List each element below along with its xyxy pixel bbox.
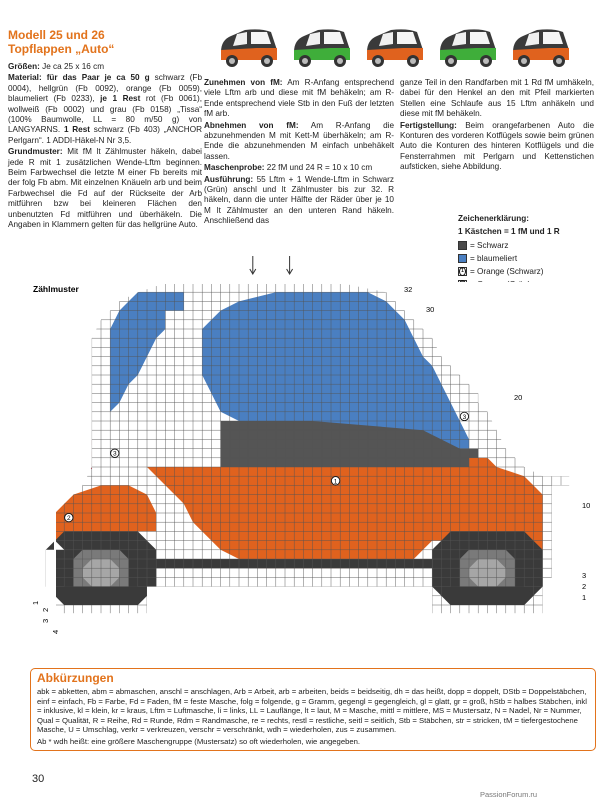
col-label: 1 <box>31 600 40 605</box>
row-label: 10 <box>582 501 591 510</box>
row-label: 3 <box>582 571 587 580</box>
legend-label: = Schwarz <box>470 241 509 250</box>
circle-marker-number: 2 <box>66 515 71 523</box>
material-text-3: schwarz (Fb 403) „ANCHOR Perlgarn“. 1 ADDI-Häkel-N Nr 3,5. <box>8 125 202 145</box>
hub-icon <box>302 58 308 64</box>
zunehmen-label: Zunehmen von fM: <box>204 78 283 87</box>
wheel-rear-bottom <box>55 587 147 605</box>
col-label: 2 <box>41 607 50 612</box>
abbreviations-box <box>30 668 596 751</box>
wheel-front-bottom <box>441 587 533 605</box>
text-column-3 <box>400 78 594 174</box>
car-thumbnail <box>440 29 496 67</box>
hub-icon <box>229 58 235 64</box>
hub-icon <box>264 58 270 64</box>
chart-label: Zählmuster <box>33 284 79 294</box>
material-label: Material: für das Paar je ca 50 g <box>8 73 150 83</box>
title-line-1: Modell 25 und 26 <box>8 28 105 42</box>
zunehmen-text: Am R-Anfang entsprechend viele Lftm arb und diese mit fM behäkeln; am R-Ende entsprechend viele Stb in den Fuß der letzten fM arb. <box>204 78 395 119</box>
footer-watermark: PassionForum.ru <box>480 790 538 799</box>
hub-icon <box>483 58 489 64</box>
abbreviations-title: Abkürzungen <box>37 671 114 685</box>
material-label-2: je 1 Rest <box>94 94 141 104</box>
hub-icon <box>410 58 416 64</box>
material-label-3: 1 Rest <box>60 125 91 135</box>
material-text-2: rot (Fb 0061), wollweiß (Fb 0002) und grau (Fb 0158) „Tissa“ (100% Baumwolle, LL = 80 m/50 g) von LANGYARNS. <box>8 94 202 135</box>
maschenprobe-text: 22 fM und 24 R = 10 x 10 cm <box>264 163 373 173</box>
abnehmen-text: Am R-Anfang die abzunehmenden M mit Kett-M überhäkeln; am R-Ende die abzunehmenden M einfach unbehäkelt lassen. <box>204 120 394 161</box>
crochet-chart <box>0 240 600 660</box>
circle-marker-number: 3 <box>462 413 467 421</box>
circle-marker-number: 3 <box>112 450 117 458</box>
fertigstellung-label: Fertigstellung: <box>400 120 457 130</box>
hub-icon <box>448 58 454 64</box>
row-label: 1 <box>582 593 587 602</box>
maschenprobe-label: Maschenprobe: <box>204 163 265 173</box>
text-column-2 <box>204 78 394 228</box>
page-number: 30 <box>32 773 45 785</box>
legend-title: Zeichenerklärung: <box>458 214 529 223</box>
circle-marker-number: 1 <box>333 478 338 486</box>
grundmuster-label: Grundmuster: <box>8 147 63 157</box>
material-text: schwarz (Fb 0004), hellgrün (Fb 0092), orange (Fb 0059), blaumeliert (Fb 0233), <box>8 73 202 104</box>
abnehmen-label: Abnehmen von fM: <box>204 120 299 130</box>
row-label: 30 <box>426 305 435 314</box>
row-label: 20 <box>514 393 523 402</box>
legend-label: = Orange (Schwarz) <box>470 267 544 276</box>
continuation-text: ganze Teil in den Randfarben mit 1 Rd fM umhäkeln, dabei für den Henkel an den mit Pfeil markierten Stellen eine Schlaufe aus 15 Lftm anhäkeln und diese mit fM behäkeln. <box>400 78 594 119</box>
col-label: 3 <box>41 618 50 623</box>
hub-icon <box>521 58 527 64</box>
ausfuehrung-label: Ausführung: <box>204 174 254 184</box>
text-column-1 <box>8 62 202 232</box>
hub-icon <box>375 58 381 64</box>
groessen-text: Je ca 25 x 16 cm <box>39 62 105 71</box>
chart-background <box>46 550 55 614</box>
car-thumbnail <box>513 29 569 67</box>
hub-icon <box>556 58 562 64</box>
legend-subtitle: 1 Kästchen = 1 fM und 1 R <box>458 227 560 236</box>
abbreviations-text: abk = abketten, abm = abmaschen, anschl = anschlagen, Arb = Arbeit, arb = arbeiten, beids = beidseitig, dh = das heißt, dopp = doppelt, DStb = Doppelstäbchen, einf = einfach, Fb = Farbe, Fd = Faden, fM = feste Masche, folg = folgende, g = Gramm, gegengl = gegengleich, gl = glatt, gr = groß, hStb = halbes Stäbchen, inkl = inklusive, kl = klein, kr = kraus, Lftm = Luftmasche, li = links, LL = Lauflänge, lt = laut, M = Masche, mittl = mittlere, MS = Mustersatz, N = Nadel, Nr = Nummer, Qual = Qualität, R = Reihe, Rd = Runde, Rdm = Randmasche, re = rechts, restl = restliche, seitl = seitlich, Stb = Stäbchen, str = stricken, tM = tiefergestochene Masche, U = Umschlag, verkr = verkreuzen, verschr = verschränkt, wdh = wiederholen, zus = zusammen. <box>37 687 587 735</box>
abbreviations-footnote: Ab * wdh heißt: eine größere Maschengruppe (Mustersatz) so oft wiederholen, wie angegeben. <box>37 736 361 746</box>
legend-label: = blaumeliert <box>470 254 518 263</box>
car-thumbnails <box>215 22 600 72</box>
title-line-2: Topflappen „Auto“ <box>8 42 115 56</box>
hub-icon <box>337 58 343 64</box>
car-thumbnail <box>221 29 277 67</box>
car-thumbnail <box>294 29 350 67</box>
car-thumbnail <box>367 29 423 67</box>
chassis-line <box>147 559 432 568</box>
row-label: 32 <box>404 285 413 294</box>
col-label: 4 <box>51 629 60 634</box>
ausfuehrung-text: 55 Lftm + 1 Wende-Lftm in Schwarz (Grün) anschl und lt Zählmuster bis zur 32. R häkeln, dann die unter Hälfte der Räder über je 10 M lt Zählmuster an den unteren Rand häkeln. Anschließend das <box>204 174 394 226</box>
groessen-label: Größen: <box>8 62 40 71</box>
article-title <box>8 28 218 56</box>
grundmuster-text: Mit fM lt Zählmuster häkeln, dabei jede R mit 1 zusätzlichen Wende-Lftm beginnen. Beim Farbwechsel die letzte M einer Fb bereits mit der folg Fb abm. Mit einzelnen Knäueln arb und beim Farbwechsel die Fd auf der Rückseite der Arb mitführen bzw bei kleineren Flächen den unbenutzten Fd mitführen und überhäkeln. Die Angaben in Klammern gelten für das hellgrüne Auto. <box>8 147 202 230</box>
chart-background <box>147 587 432 615</box>
row-label: 2 <box>582 582 587 591</box>
fertigstellung-text: Beim orangefarbenen Auto die Konturen des vorderen Kotflügels sowie beim grünen Auto die Konturen des hinteren Kotflügels und die Fensterrahmen mit Perlgarn und Kettenstichen aufsticken, siehe Abbildung. <box>400 120 594 172</box>
